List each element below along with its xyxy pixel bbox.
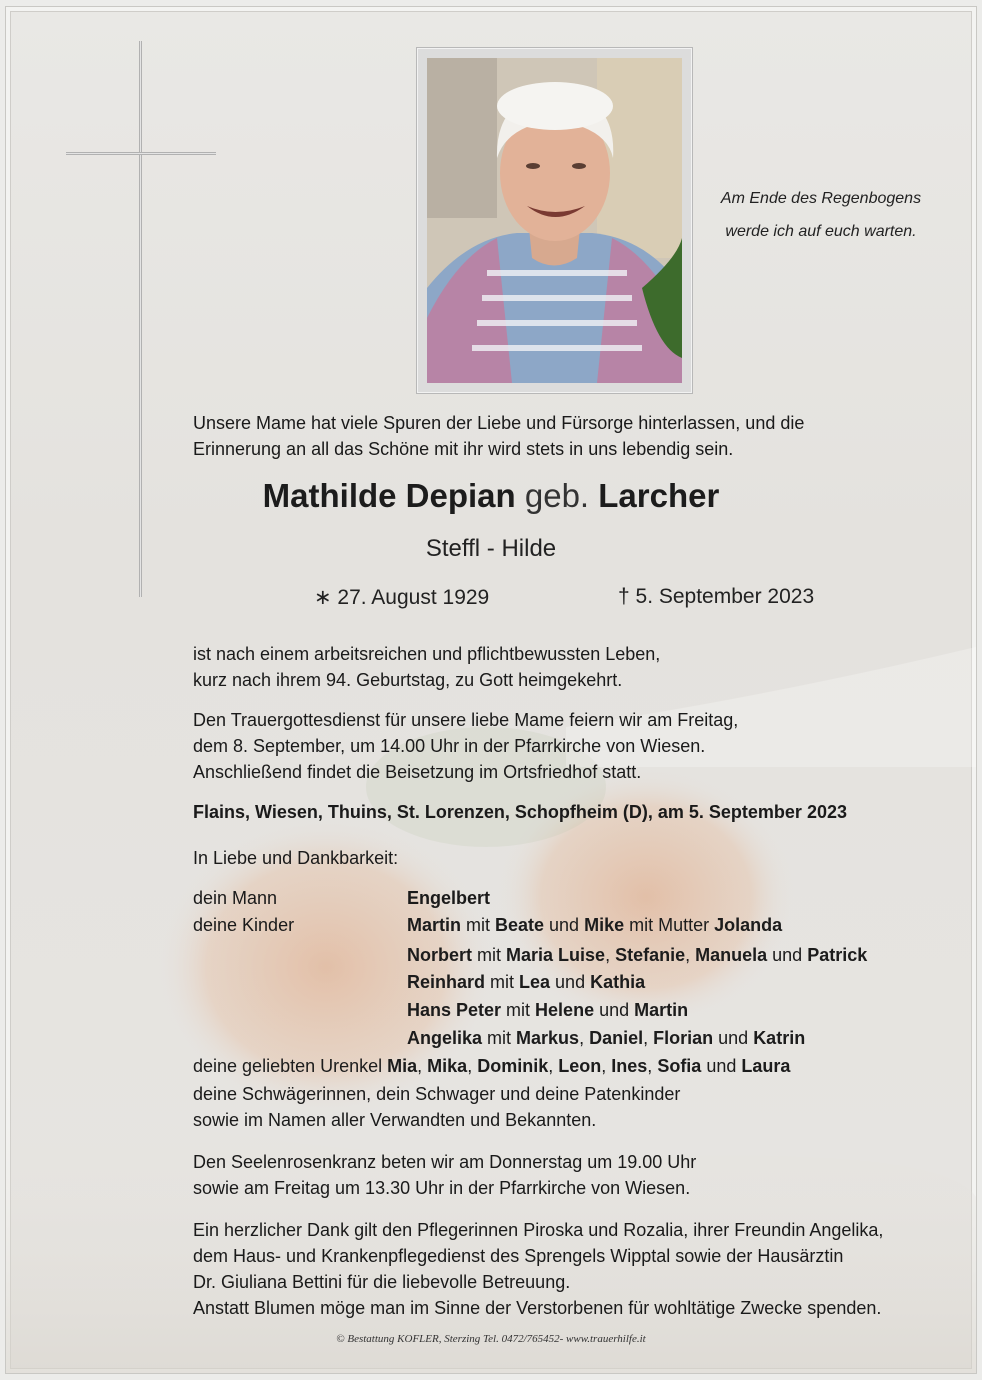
children-label: deine Kinder: [193, 915, 295, 935]
family-name: Beate: [495, 915, 545, 935]
family-name: Dominik: [477, 1056, 549, 1076]
family-name: Markus: [516, 1028, 580, 1048]
family-connector: und: [713, 1028, 754, 1048]
family-name: Helene: [535, 1000, 595, 1020]
family-name: Kathia: [590, 972, 646, 992]
others-line: sowie im Namen aller Verwandten und Bekannten.: [193, 1110, 597, 1130]
family-connector: mit: [501, 1000, 536, 1020]
obituary-card: [5, 6, 977, 1374]
quote-line: Am Ende des Regenbogens: [720, 190, 922, 207]
child-row: [407, 1025, 805, 1051]
intro-line: Unsere Mame hat viele Spuren der Liebe und Fürsorge hinterlassen, und die: [193, 413, 805, 433]
family-connector: ,: [605, 945, 616, 965]
family-name: Sofia: [657, 1056, 702, 1076]
family-name: Mika: [427, 1056, 468, 1076]
child-row: [407, 942, 867, 968]
family-connector: und: [767, 945, 808, 965]
family-connector: ,: [467, 1056, 478, 1076]
gratitude-label: In Liebe und Dankbarkeit:: [193, 848, 399, 868]
place-date: Flains, Wiesen, Thuins, St. Lorenzen, Schopfheim (D), am 5. September 2023: [193, 802, 847, 822]
family-connector: und: [701, 1056, 742, 1076]
family-name: Jolanda: [714, 915, 783, 935]
family-name: Florian: [653, 1028, 714, 1048]
portrait-frame: [416, 47, 693, 394]
family-connector: und: [544, 915, 585, 935]
family-connector: mit: [482, 1028, 517, 1048]
child-row: [407, 969, 645, 995]
great-grandchildren-row: [193, 1053, 790, 1079]
family-name: Mike: [584, 915, 625, 935]
thanks-line: dem Haus- und Krankenpflegedienst des Sprengels Wipptal sowie der Hausärztin: [193, 1246, 844, 1266]
family-name: Mia: [387, 1056, 418, 1076]
family-connector: mit Mutter: [624, 915, 715, 935]
family-name: Lea: [519, 972, 551, 992]
husband-name: Engelbert: [407, 888, 491, 908]
birth-date: ∗ 27. August 1929: [314, 586, 490, 609]
child-row: [407, 912, 782, 938]
family-connector: und: [594, 1000, 635, 1020]
portrait-photo: [427, 58, 682, 383]
family-connector: ,: [647, 1056, 658, 1076]
passing-line: kurz nach ihrem 94. Geburtstag, zu Gott heimgekehrt.: [193, 670, 623, 690]
family-connector: mit: [485, 972, 520, 992]
family-name: Patrick: [807, 945, 868, 965]
thanks-line: Dr. Giuliana Bettini für die liebevolle Betreuung.: [193, 1272, 571, 1292]
family-name: Leon: [558, 1056, 602, 1076]
family-connector: mit: [472, 945, 507, 965]
name-maiden: Larcher: [598, 477, 720, 514]
rosary-line: Den Seelenrosenkranz beten wir am Donnerstag um 19.00 Uhr: [193, 1152, 697, 1172]
name-geb: geb.: [524, 477, 590, 514]
others-line: deine Schwägerinnen, dein Schwager und deine Patenkinder: [193, 1084, 681, 1104]
husband-label: dein Mann: [193, 888, 278, 908]
family-connector: ,: [601, 1056, 612, 1076]
family-name: Maria Luise: [506, 945, 606, 965]
family-name: Martin: [407, 915, 461, 935]
family-connector: ,: [685, 945, 696, 965]
service-line: Anschließend findet die Beisetzung im Ortsfriedhof statt.: [193, 762, 642, 782]
family-connector: ,: [417, 1056, 428, 1076]
rosary-line: sowie am Freitag um 13.30 Uhr in der Pfarrkirche von Wiesen.: [193, 1178, 691, 1198]
deceased-name: [6, 477, 976, 515]
service-line: dem 8. September, um 14.00 Uhr in der Pfarrkirche von Wiesen.: [193, 736, 706, 756]
family-name: Laura: [741, 1056, 791, 1076]
family-name: Martin: [634, 1000, 689, 1020]
service-line: Den Trauergottesdienst für unsere liebe Mame feiern wir am Freitag,: [193, 710, 739, 730]
quote-line: werde ich auf euch warten.: [725, 223, 917, 240]
family-name: Norbert: [407, 945, 473, 965]
family-name: Ines: [611, 1056, 648, 1076]
family-connector: mit: [461, 915, 495, 935]
cross-horizontal-bar: [66, 152, 216, 155]
family-connector: deine geliebten Urenkel: [193, 1056, 388, 1076]
family-name: Manuela: [695, 945, 768, 965]
nickname: Steffl - Hilde: [425, 535, 557, 562]
name-first: Mathilde Depian: [262, 477, 516, 514]
family-name: Daniel: [589, 1028, 644, 1048]
family-name: Stefanie: [615, 945, 686, 965]
family-name: Reinhard: [407, 972, 486, 992]
thanks-line: Ein herzlicher Dank gilt den Pflegerinnen Piroska und Rozalia, ihrer Freundin Angelika,: [193, 1220, 884, 1240]
quote: [696, 182, 946, 248]
family-name: Angelika: [407, 1028, 483, 1048]
family-connector: und: [550, 972, 591, 992]
thanks-line: Anstatt Blumen möge man im Sinne der Verstorbenen für wohltätige Zwecke spenden.: [193, 1298, 882, 1318]
funeral-home-footer: © Bestattung KOFLER, Sterzing Tel. 0472/765452- www.trauerhilfe.it: [336, 1333, 646, 1345]
family-connector: ,: [579, 1028, 590, 1048]
intro-line: Erinnerung an all das Schöne mit ihr wird stets in uns lebendig sein.: [193, 439, 734, 459]
family-name: Katrin: [753, 1028, 806, 1048]
family-name: Hans Peter: [407, 1000, 502, 1020]
family-connector: ,: [643, 1028, 654, 1048]
death-date: † 5. September 2023: [618, 585, 815, 608]
passing-line: ist nach einem arbeitsreichen und pflichtbewussten Leben,: [193, 644, 661, 664]
child-row: [407, 997, 688, 1023]
family-connector: ,: [548, 1056, 559, 1076]
